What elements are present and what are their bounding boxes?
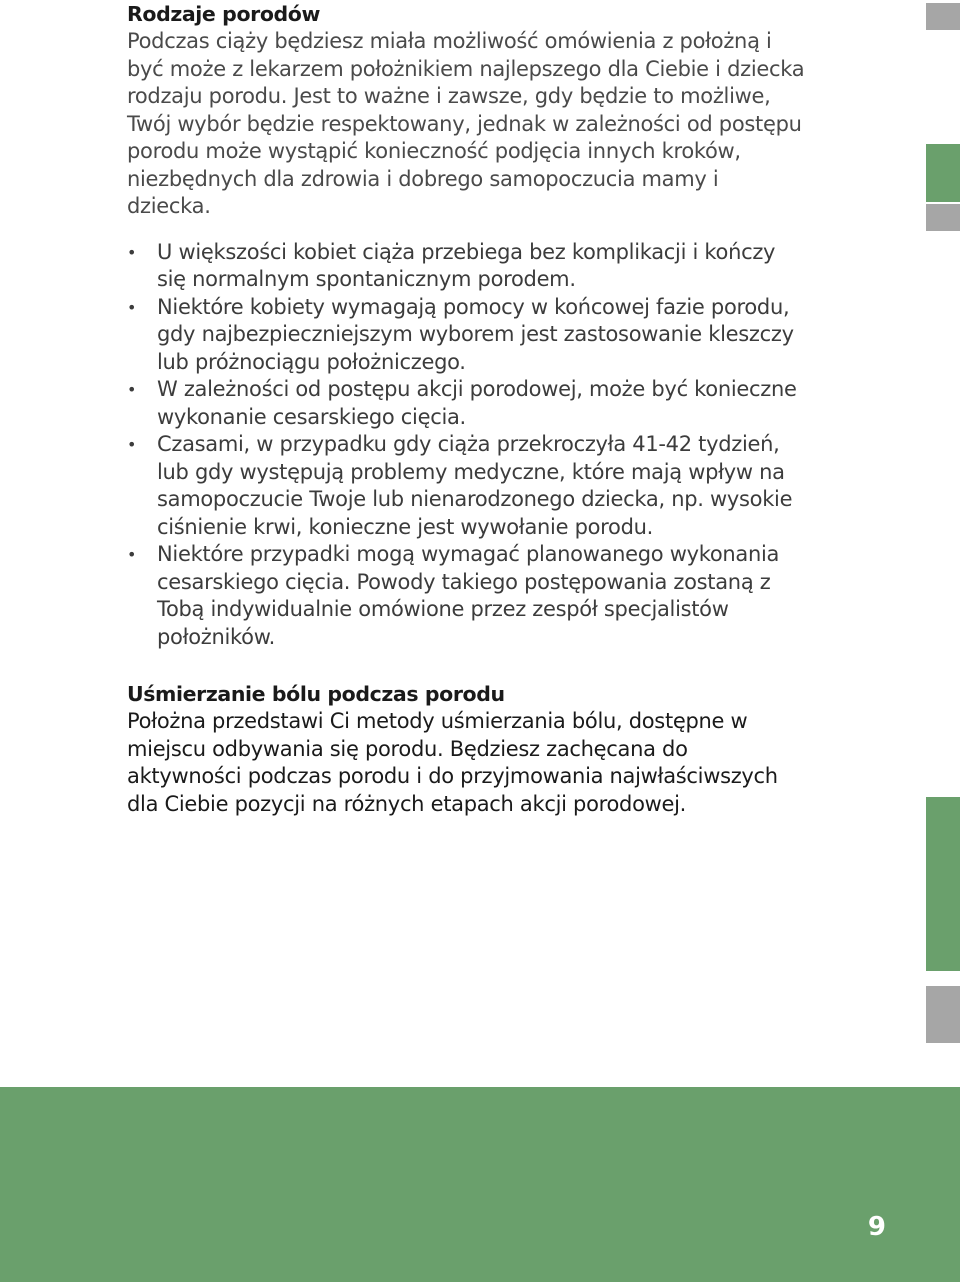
side-tab-grey: [926, 986, 960, 1043]
side-tab-green: [926, 144, 960, 202]
pain-relief-paragraph: Położna przedstawi Ci metody uśmierzania bólu, dostępne w miejscu odbywania się porodu. Będziesz zachęcana do aktywności podczas porodu i do przyjmowania najwłaściwszych dla Ciebie pozycji na różnych etapach akcji porodowej.: [127, 709, 778, 816]
footer-band: [0, 1087, 960, 1282]
side-tab-grey: [926, 3, 960, 30]
side-tab-grey: [926, 204, 960, 231]
bullet-icon: •: [127, 545, 137, 564]
section-pain-relief: [127, 681, 807, 818]
list-item: • U większości kobiet ciąża przebiega bez komplikacji i kończy się normalnym spontanicznym porodem.: [127, 239, 776, 291]
birth-types-list: [127, 239, 807, 652]
list-item: • Niektóre kobiety wymagają pomocy w końcowej fazie porodu, gdy najbezpieczniejszym wyborem jest zastosowanie kleszczy lub próżnociągu położniczego.: [127, 294, 794, 374]
intro-paragraph: Podczas ciąży będziesz miała możliwość omówienia z położną i być może z lekarzem położnikiem najlepszego dla Ciebie i dziecka rodzaju porodu. Jest to ważne i zawsze, gdy będzie to możliwe, Twój wybór będzie respektowany, jednak w zależności od postępu porodu może wystąpić konieczność podjęcia innych kroków, niezbędnych dla zdrowia i dobrego samopoczucia mamy i dziecka.: [127, 29, 805, 218]
heading-pain-relief: Uśmierzanie bólu podczas porodu: [127, 682, 505, 706]
bullet-icon: •: [127, 297, 137, 317]
bullet-icon: •: [127, 435, 137, 454]
page-number: 9: [867, 1212, 886, 1242]
list-item: • Czasami, w przypadku gdy ciąża przekroczyła 41-42 tydzień, lub gdy występują problemy medyczne, które mają wpływ na samopoczucie Twoje lub nienarodzonego dziecka, np. wysokie ciśnienie krwi, konieczne jest wywołanie porodu.: [127, 432, 793, 539]
side-tab-green-large: [926, 797, 960, 971]
list-item: • W zależności od postępu akcji porodowej, może być konieczne wykonanie cesarskiego cięcia.: [127, 377, 797, 429]
page-content: [127, 0, 807, 818]
list-item: • Niektóre przypadki mogą wymagać planowanego wykonania cesarskiego cięcia. Powody takiego postępowania zostaną z Tobą indywidualnie omówione przez zespół specjalistów położników.: [127, 542, 780, 649]
section-birth-types: [127, 0, 807, 651]
heading-birth-types: Rodzaje porodów: [127, 2, 321, 26]
bullet-icon: •: [127, 380, 137, 399]
bullet-icon: •: [127, 242, 137, 262]
